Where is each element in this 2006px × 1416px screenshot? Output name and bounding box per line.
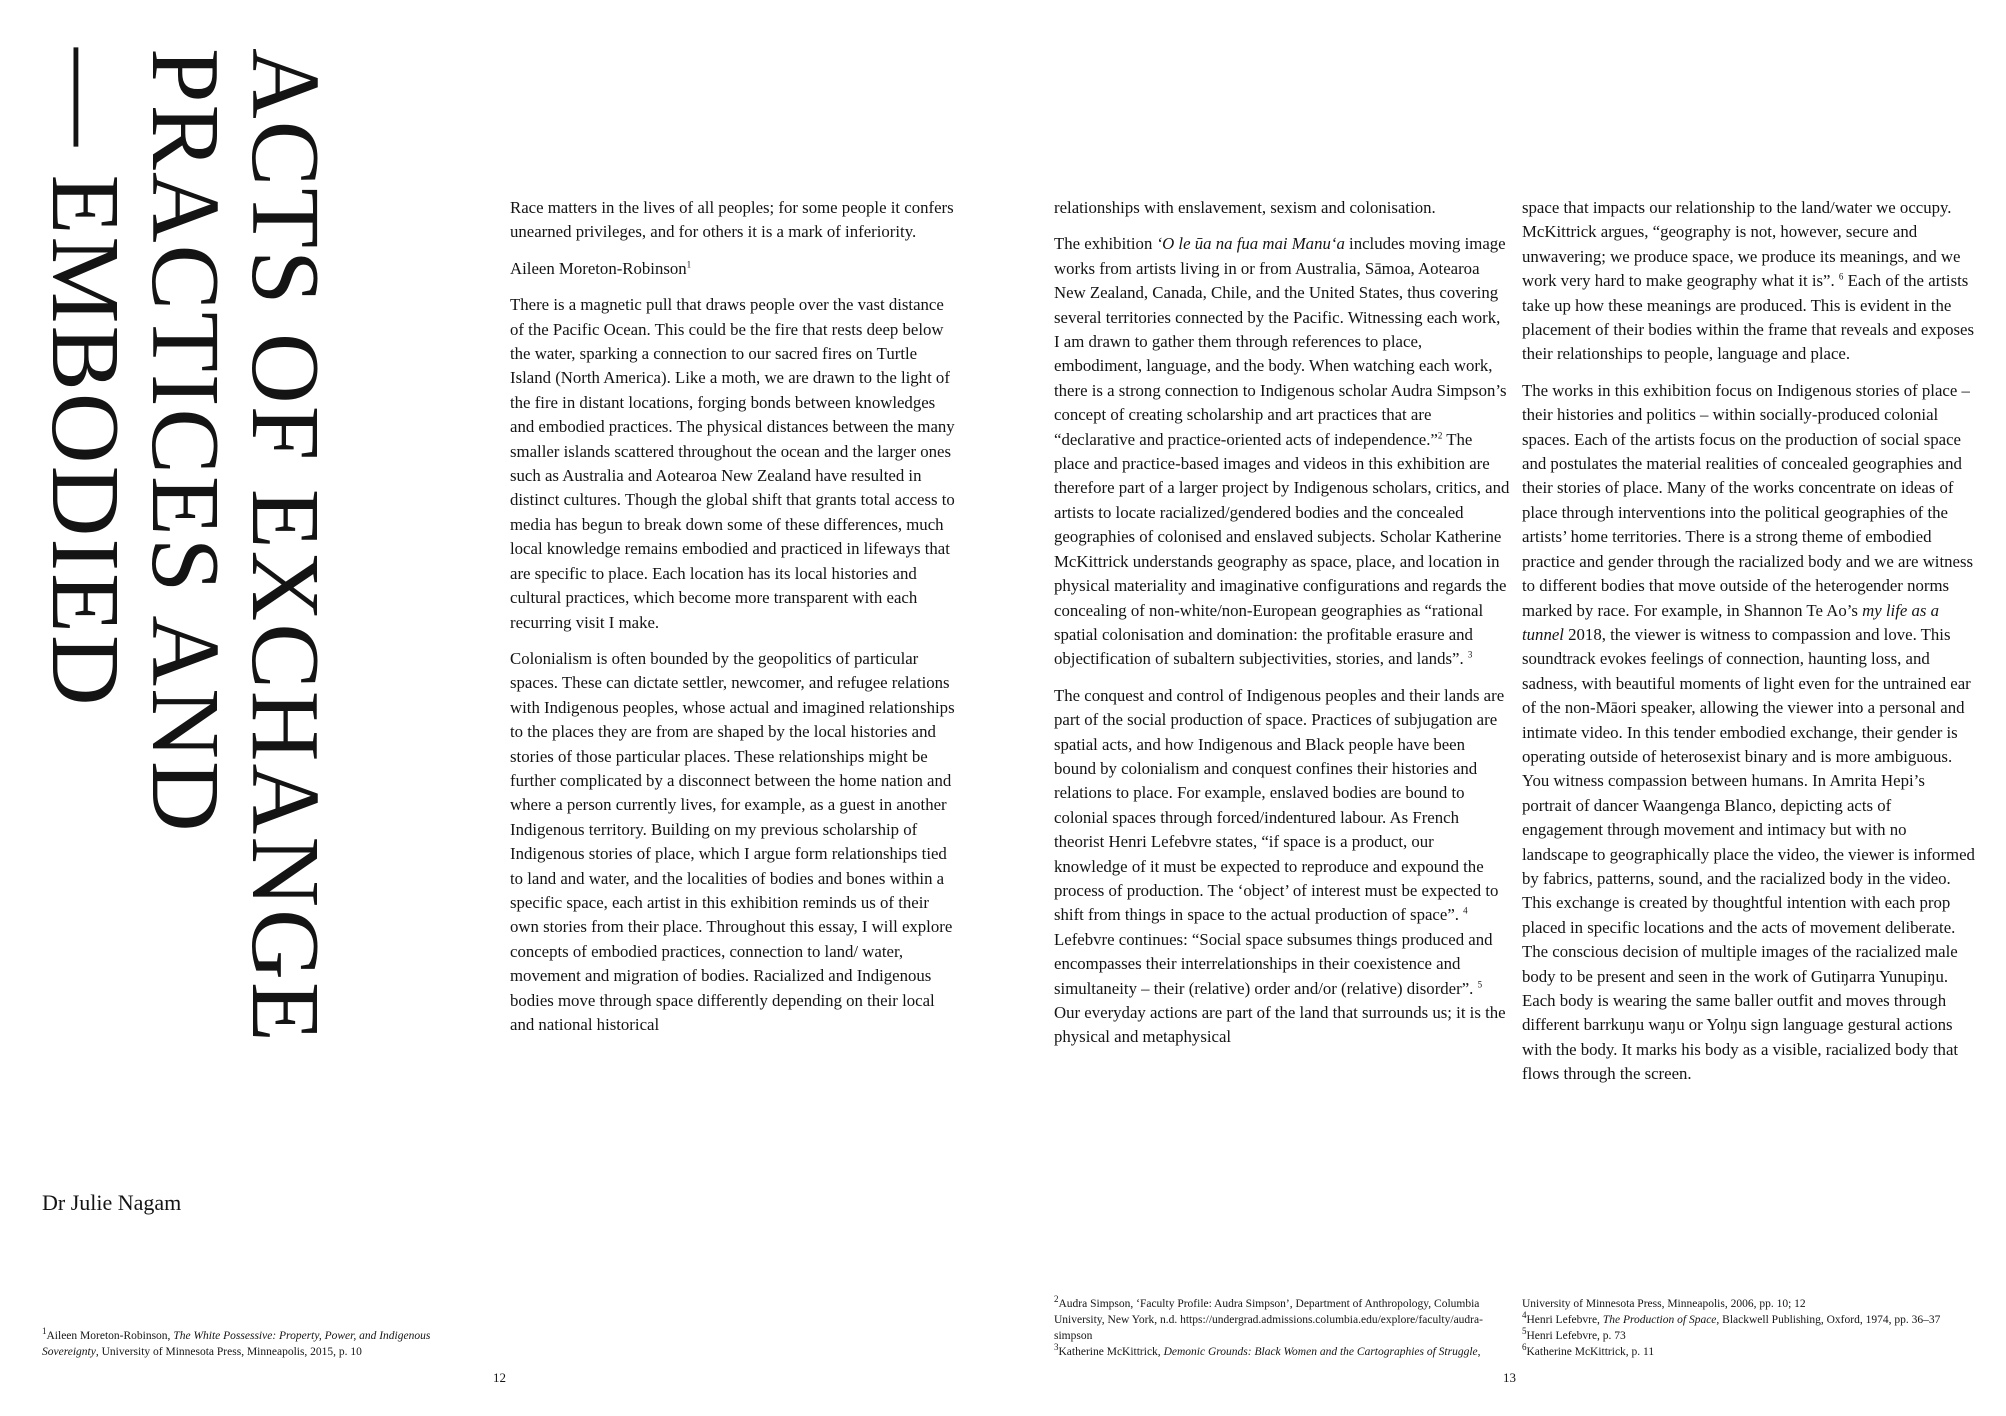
title-line-3: — EMBODIED <box>31 48 139 708</box>
title-line-1: ACTS OF EXCHANGE <box>231 48 339 1044</box>
footnote: $^5$Henri Lefebvre, p. 73 <box>1522 1326 1626 1342</box>
footnote-ref: 1 <box>686 259 692 270</box>
body-paragraph: space that impacts our relationship to the land/water we occupy. McKittrick argues, “geography is not, however, secure and unwavering; we produce space, we produce its meanings, and we work very hard to make geography what it is”. $^6$ Each of the artists take up how these meanings are produced. This is evident in the placement of their bodies within the frame that reveals and exposes their relationships to people, language and place. <box>1522 198 1975 364</box>
footnote: $^4$Henri Lefebvre, The Production of Space, Blackwell Publishing, Oxford, 1974, pp. 36–37 <box>1522 1310 1941 1326</box>
footnote-ref: 2 <box>1437 430 1443 441</box>
column-1 <box>510 196 960 1049</box>
page-number-left: 12 <box>493 1370 506 1385</box>
essay-title <box>31 48 339 1044</box>
footnote-ref: 3 <box>1467 649 1473 660</box>
body-paragraph: The conquest and control of Indigenous peoples and their lands are part of the social production of space. Practices of subjugation are spatial acts, and how Indigenous and Black people have been bound by colonialism and conquest confines their histories and relations to place. For example, enslaved bodies are bound to colonial spaces through forced/indentured labour. As French theorist Henri Lefebvre states, “if space is a product, our knowledge of it must be expected to reproduce and expound the process of production. The ‘object’ of interest must be expected to shift from things in space to the actual production of space”. $^4$ Lefebvre continues: “Social space subsumes things produced and encompasses their interrelationships in their coexistence and simultaneity – their (relative) order and/or (relative) disorder”. $^5$ Our everyday actions are part of the land that surrounds us; it is the physical and metaphysical <box>1054 685 1506 1047</box>
footnote: $^1$Aileen Moreton-Robinson, The White Possessive: Property, Power, and Indigenous Sovereignty, University of Minnesota Press, Minneapolis, 2015, p. 10 <box>42 1326 431 1358</box>
column-2 <box>1054 196 1510 1062</box>
footnote: $^2$Audra Simpson, ‘Faculty Profile: Audra Simpson’, Department of Anthropology, Columbia University, New York, n.d. https://undergrad.admissions.columbia.edu/explore/faculty/audra-simpson <box>1054 1294 1483 1342</box>
body-paragraph: There is a magnetic pull that draws people over the vast distance of the Pacific Ocean. This could be the fire that rests deep below the water, sparking a connection to our sacred fires on Turtle Island (North America). Like a moth, we are drawn to the light of the fire in distant locations, forging bonds between knowledges and embodied practices. The physical distances between the many smaller islands scattered throughout the ocean and the larger ones such as Australia and Aotearoa New Zealand have resulted in distinct cultures. Though the global shift that grants total access to media has begun to break down some of these differences, much local knowledge remains embodied and practiced in lifeways that are specific to place. Each location has its local histories and cultural practices, which become more transparent with each recurring visit I make. <box>510 295 955 632</box>
artwork-title: my life as a tunnel <box>1522 600 1940 644</box>
footnotes-middle <box>1054 1296 1504 1360</box>
footnote: $^3$Katherine McKittrick, Demonic Grounds: Black Women and the Cartographies of Struggle, <box>1054 1342 1481 1358</box>
column-3 <box>1522 196 1976 1099</box>
footnotes-left <box>42 1328 462 1360</box>
epigraph-quote: Race matters in the lives of all peoples; for some people it confers unearned privileges, and for others it is a mark of inferiority. <box>510 198 954 242</box>
footnote-ref: 6 <box>1838 271 1844 282</box>
page-number-right: 13 <box>1503 1370 1516 1385</box>
exhibition-title: ‘O le ūa na fua mai Manu‘a <box>1156 234 1345 254</box>
body-paragraph: relationships with enslavement, sexism and colonisation. <box>1054 198 1436 217</box>
title-block <box>31 48 339 1044</box>
body-paragraph: Colonialism is often bounded by the geopolitics of particular spaces. These can dictate settler, newcomer, and refugee relations with Indigenous peoples, whose actual and imagined relationships to the places they are from are shaped by the local histories and stories of those particular places. These relationships might be further complicated by a disconnect between the home nation and where a person currently lives, for example, as a guest in another Indigenous territory. Building on my previous scholarship of Indigenous stories of place, which I argue form relationships tied to land and water, and the localities of bodies and bones within a specific space, each artist in this exhibition reminds us of their own stories from their place. Throughout this essay, I will explore concepts of embodied practices, connection to land/ water, movement and migration of bodies. Racialized and Indigenous bodies move through space differently depending on their local and national historical <box>510 648 955 1034</box>
epigraph-author: Aileen Moreton-Robinson$^1$ <box>510 258 692 278</box>
title-line-2: PRACTICES AND <box>131 48 239 834</box>
footnote-ref: 4 <box>1463 905 1468 916</box>
footnotes-right <box>1522 1296 1992 1360</box>
footnote-ref: 5 <box>1477 979 1483 989</box>
body-paragraph: The works in this exhibition focus on Indigenous stories of place – their histories and politics – within socially-produced colonial spaces. Each of the artists focus on the production of social space and postulates the material realities of concealed geographies and their stories of place. Many of the works concentrate on ideas of place through interventions into the political geographies of the artists’ home territories. There is a strong theme of embodied practice and gender through the racialized body and we are witness to different bodies that move outside of the heterogender norms marked by race. For example, in Shannon Te Ao’s my life as a tunnel 2018, the viewer is witness to compassion and love. This soundtrack evokes feelings of connection, haunting loss, and sadness, with beautiful moments of light even for the untrained ear of the non-Māori speaker, allowing the viewer into a personal and intimate video. In this tender embodied exchange, their gender is operating outside of heterosexist binary and is more ambiguous. You witness compassion between humans. In Amrita Hepi’s portrait of dancer Waangenga Blanco, depicting acts of engagement through movement and intimacy but with no landscape to geographically place the video, the viewer is informed by fabrics, patterns, sound, and the racialized body in the video. This exchange is created by thoughtful intention with each prop placed in specific locations and the acts of movement deliberate. The conscious decision of multiple images of the racialized male body to be present and seen in the work of Gutiŋarra Yunupiŋu. Each body is wearing the same baller outfit and moves through different barrkuŋu waŋu or Yolŋu sign language gestural actions with the body. It marks his body as a visible, racialized body that flows through the screen. <box>1522 380 1975 1084</box>
footnote: University of Minnesota Press, Minneapolis, 2006, pp. 10; 12 <box>1522 1298 1806 1310</box>
author-name: Dr Julie Nagam <box>42 1190 182 1215</box>
footnote: $^6$Katherine McKittrick, p. 11 <box>1522 1342 1655 1358</box>
body-paragraph: The exhibition ‘O le ūa na fua mai Manu‘a includes moving image works from artists living in or from Australia, Sāmoa, Aotearoa New Zealand, Canada, Chile, and the United States, thus covering several territories connected by the Pacific. Witnessing each work, I am drawn to gather them through references to place, embodiment, language, and the body. When watching each work, there is a strong connection to Indigenous scholar Audra Simpson’s concept of creating scholarship and art practices that are “declarative and practice-oriented acts of independence.”$^2$ The place and practice-based images and videos in this exhibition are therefore part of a larger project by Indigenous scholars, critics, and artists to locate racialized/gendered bodies and the concealed geographies of colonised and enslaved subjects. Scholar Katherine McKittrick understands geography as space, place, and location in physical materiality and imaginative configurations and regards the concealing of non-white/non-European geographies as “rational spatial colonisation and domination: the profitable erasure and objectification of subaltern subjectivities, stories, and lands”. $^3$ <box>1054 234 1510 669</box>
